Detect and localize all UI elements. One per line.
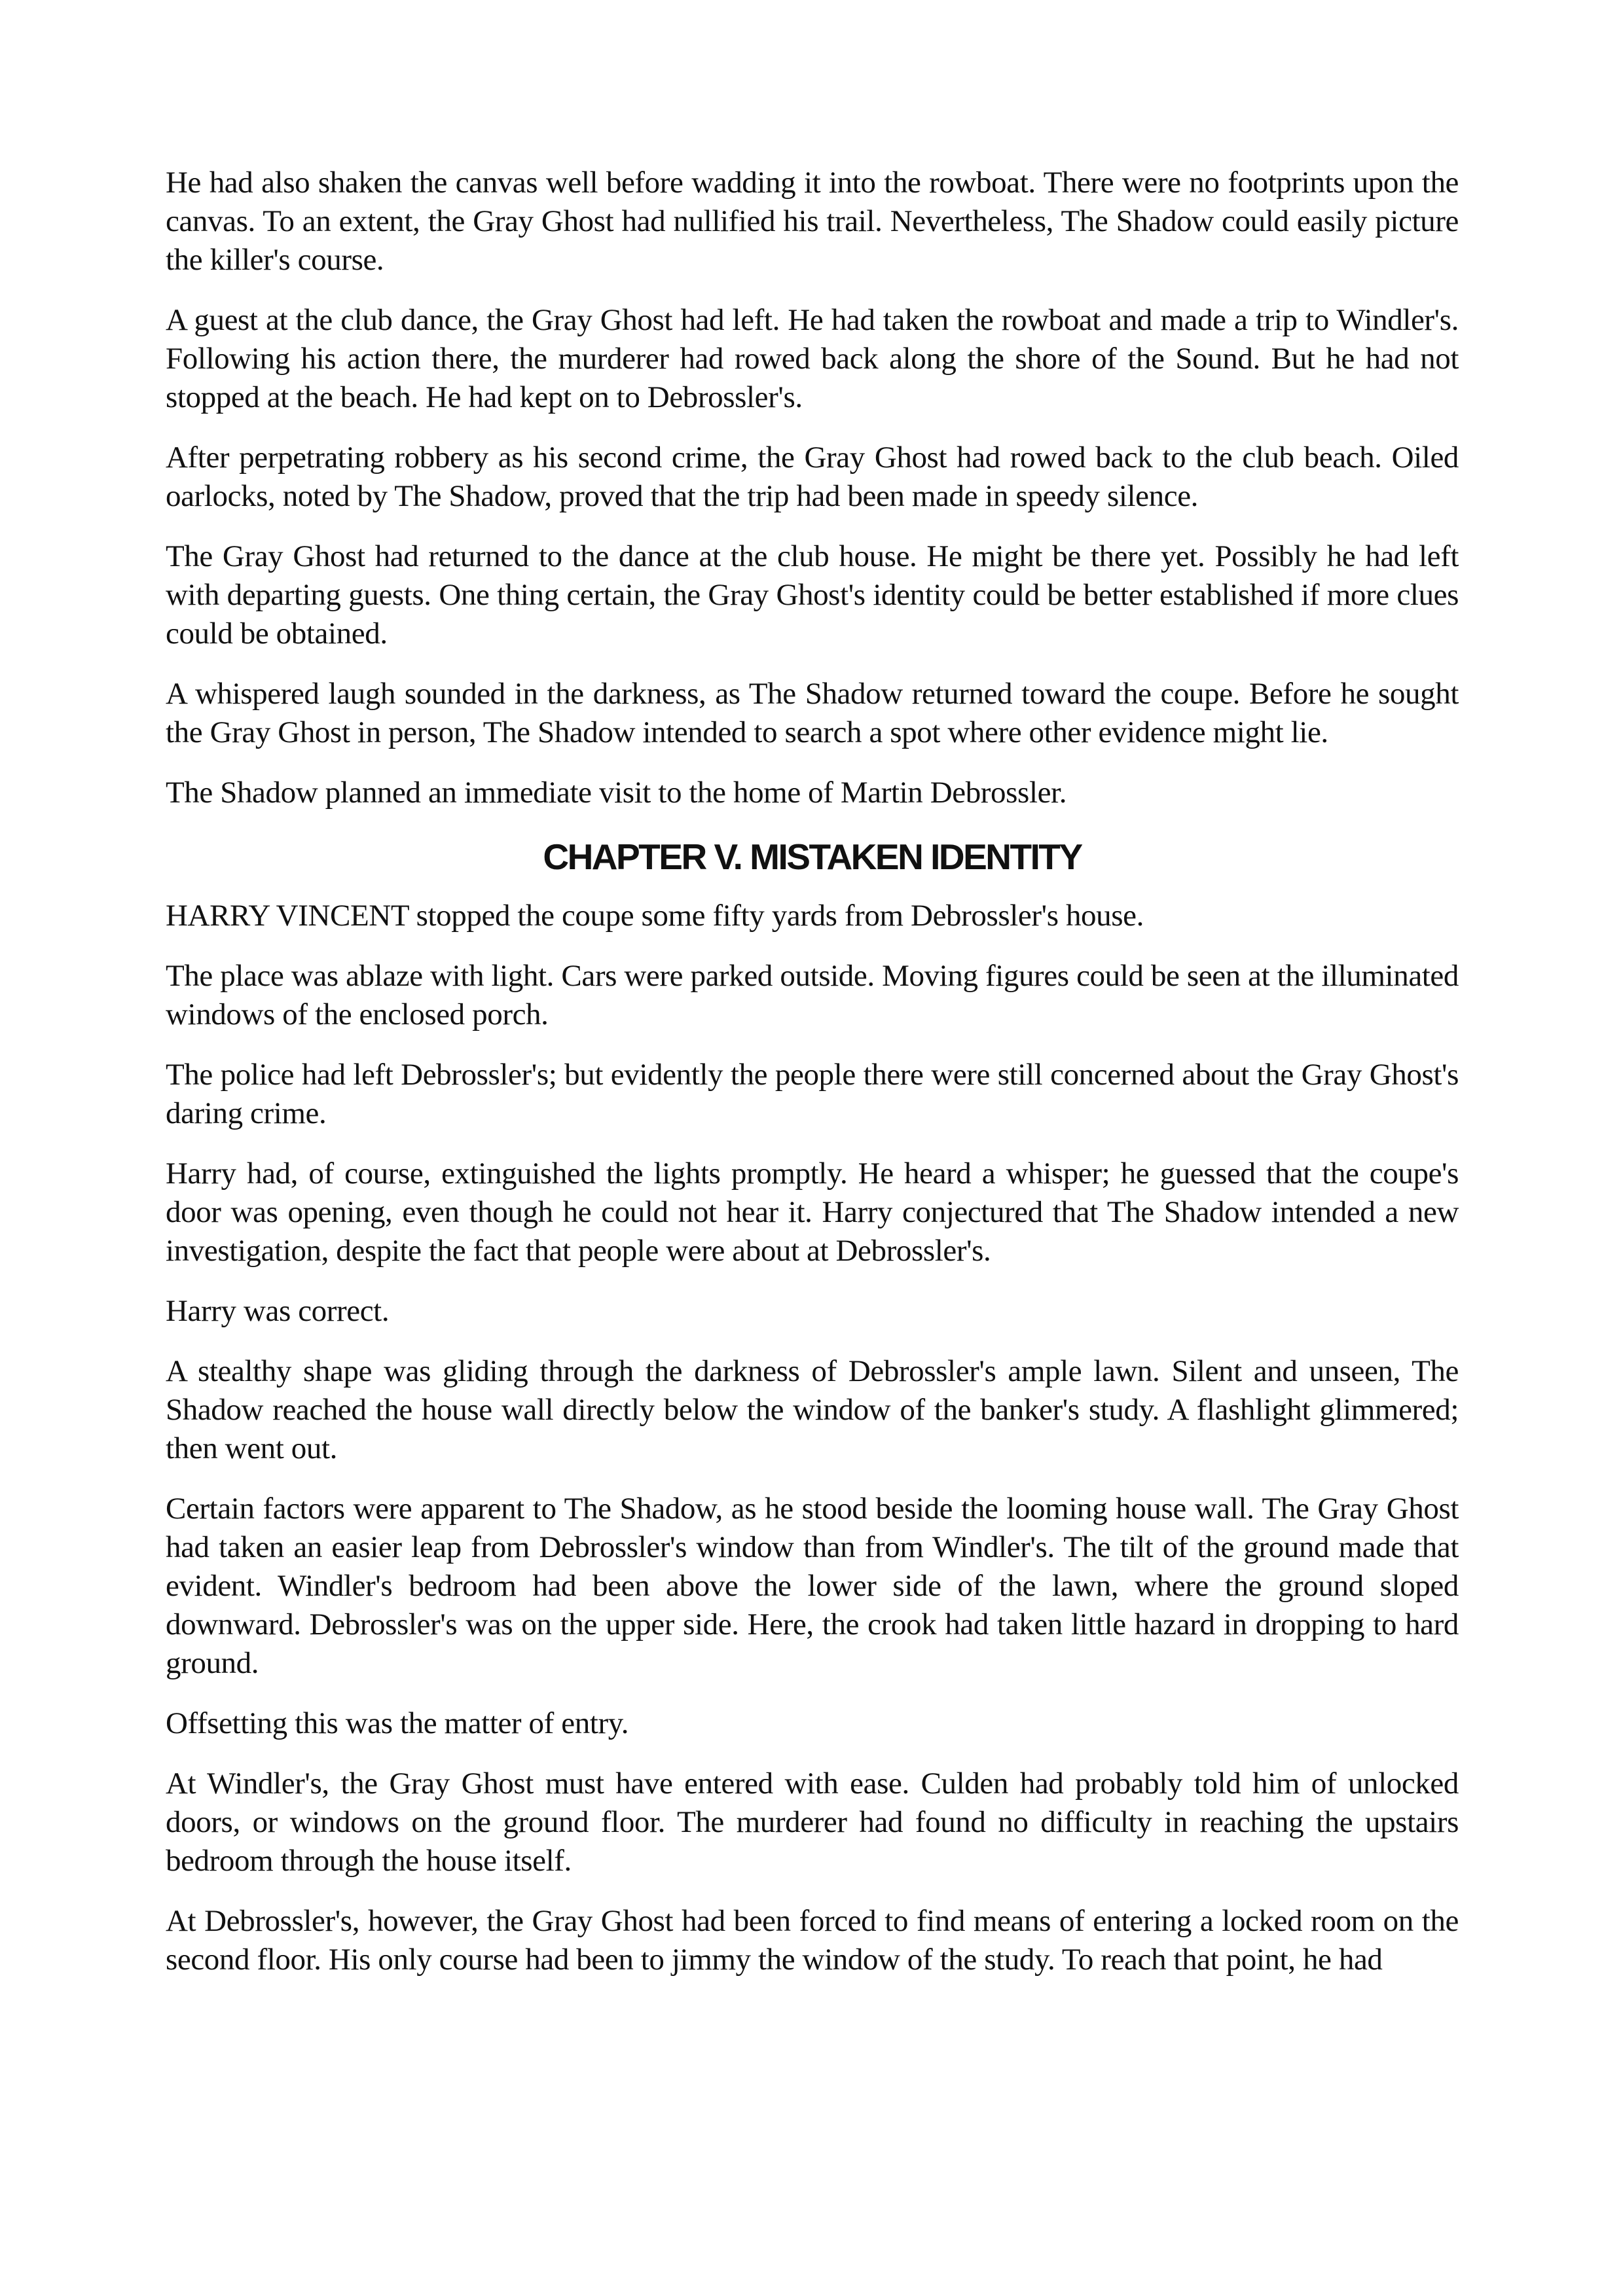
chapter-heading: CHAPTER V. MISTAKEN IDENTITY — [543, 836, 1082, 877]
paragraph: HARRY VINCENT stopped the coupe some fifty yards from Debrossler's house. — [166, 899, 1144, 933]
paragraph: A whispered laugh sounded in the darkness, as The Shadow returned toward the coupe. Before he sought the Gray Ghost in person, The Shadow intended to search a spot where other evidence might lie. — [166, 677, 1459, 749]
paragraph: Harry was correct. — [166, 1294, 390, 1328]
paragraph: The Shadow planned an immediate visit to the home of Martin Debrossler. — [166, 776, 1067, 810]
paragraph: Certain factors were apparent to The Shadow, as he stood beside the looming house wall. The Gray Ghost had taken an easier leap from Debrossler's window than from Windler's. The tilt of the ground made that evident. Windler's bedroom had been above the lower side of the lawn, where the ground sloped downward. Debrossler's was on the upper side. Here, the crook had taken little hazard in dropping to hard ground. — [166, 1492, 1459, 1680]
paragraph: The police had left Debrossler's; but evidently the people there were still concerned about the Gray Ghost's daring crime. — [166, 1058, 1459, 1130]
paragraph: Offsetting this was the matter of entry. — [166, 1706, 629, 1740]
paragraph: After perpetrating robbery as his second crime, the Gray Ghost had rowed back to the club beach. Oiled oarlocks, noted by The Shadow, proved that the trip had been made in speedy silence. — [166, 440, 1459, 513]
paragraph: He had also shaken the canvas well before wadding it into the rowboat. There were no footprints upon the canvas. To an extent, the Gray Ghost had nullified his trail. Nevertheless, The Shadow could easily picture the killer's course. — [166, 166, 1459, 277]
paragraph: At Windler's, the Gray Ghost must have entered with ease. Culden had probably told him of unlocked doors, or windows on the ground floor. The murderer had found no difficulty in reaching the upstairs bedroom through the house itself. — [166, 1767, 1459, 1878]
paragraph: The place was ablaze with light. Cars were parked outside. Moving figures could be seen at the illuminated windows of the enclosed porch. — [166, 959, 1459, 1031]
paragraph: A guest at the club dance, the Gray Ghost had left. He had taken the rowboat and made a trip to Windler's. Following his action there, the murderer had rowed back along the shore of the Sound. But he had not stopped at the beach. He had kept on to Debrossler's. — [166, 303, 1459, 414]
paragraph: The Gray Ghost had returned to the dance at the club house. He might be there yet. Possibly he had left with departing guests. One thing certain, the Gray Ghost's identity could be better established if more clues could be obtained. — [166, 539, 1459, 651]
paragraph: A stealthy shape was gliding through the darkness of Debrossler's ample lawn. Silent and unseen, The Shadow reached the house wall directly below the window of the banker's study. A flashlight glimmered; then went out. — [166, 1354, 1459, 1465]
paragraph: At Debrossler's, however, the Gray Ghost had been forced to find means of entering a locked room on the second floor. His only course had been to jimmy the window of the study. To reach that point, he had — [166, 1904, 1459, 1977]
paragraph: Harry had, of course, extinguished the lights promptly. He heard a whisper; he guessed that the coupe's door was opening, even though he could not hear it. Harry conjectured that The Shadow intended a new investigation, despite the fact that people were about at Debrossler's. — [166, 1157, 1459, 1268]
document-page — [166, 164, 1459, 2001]
